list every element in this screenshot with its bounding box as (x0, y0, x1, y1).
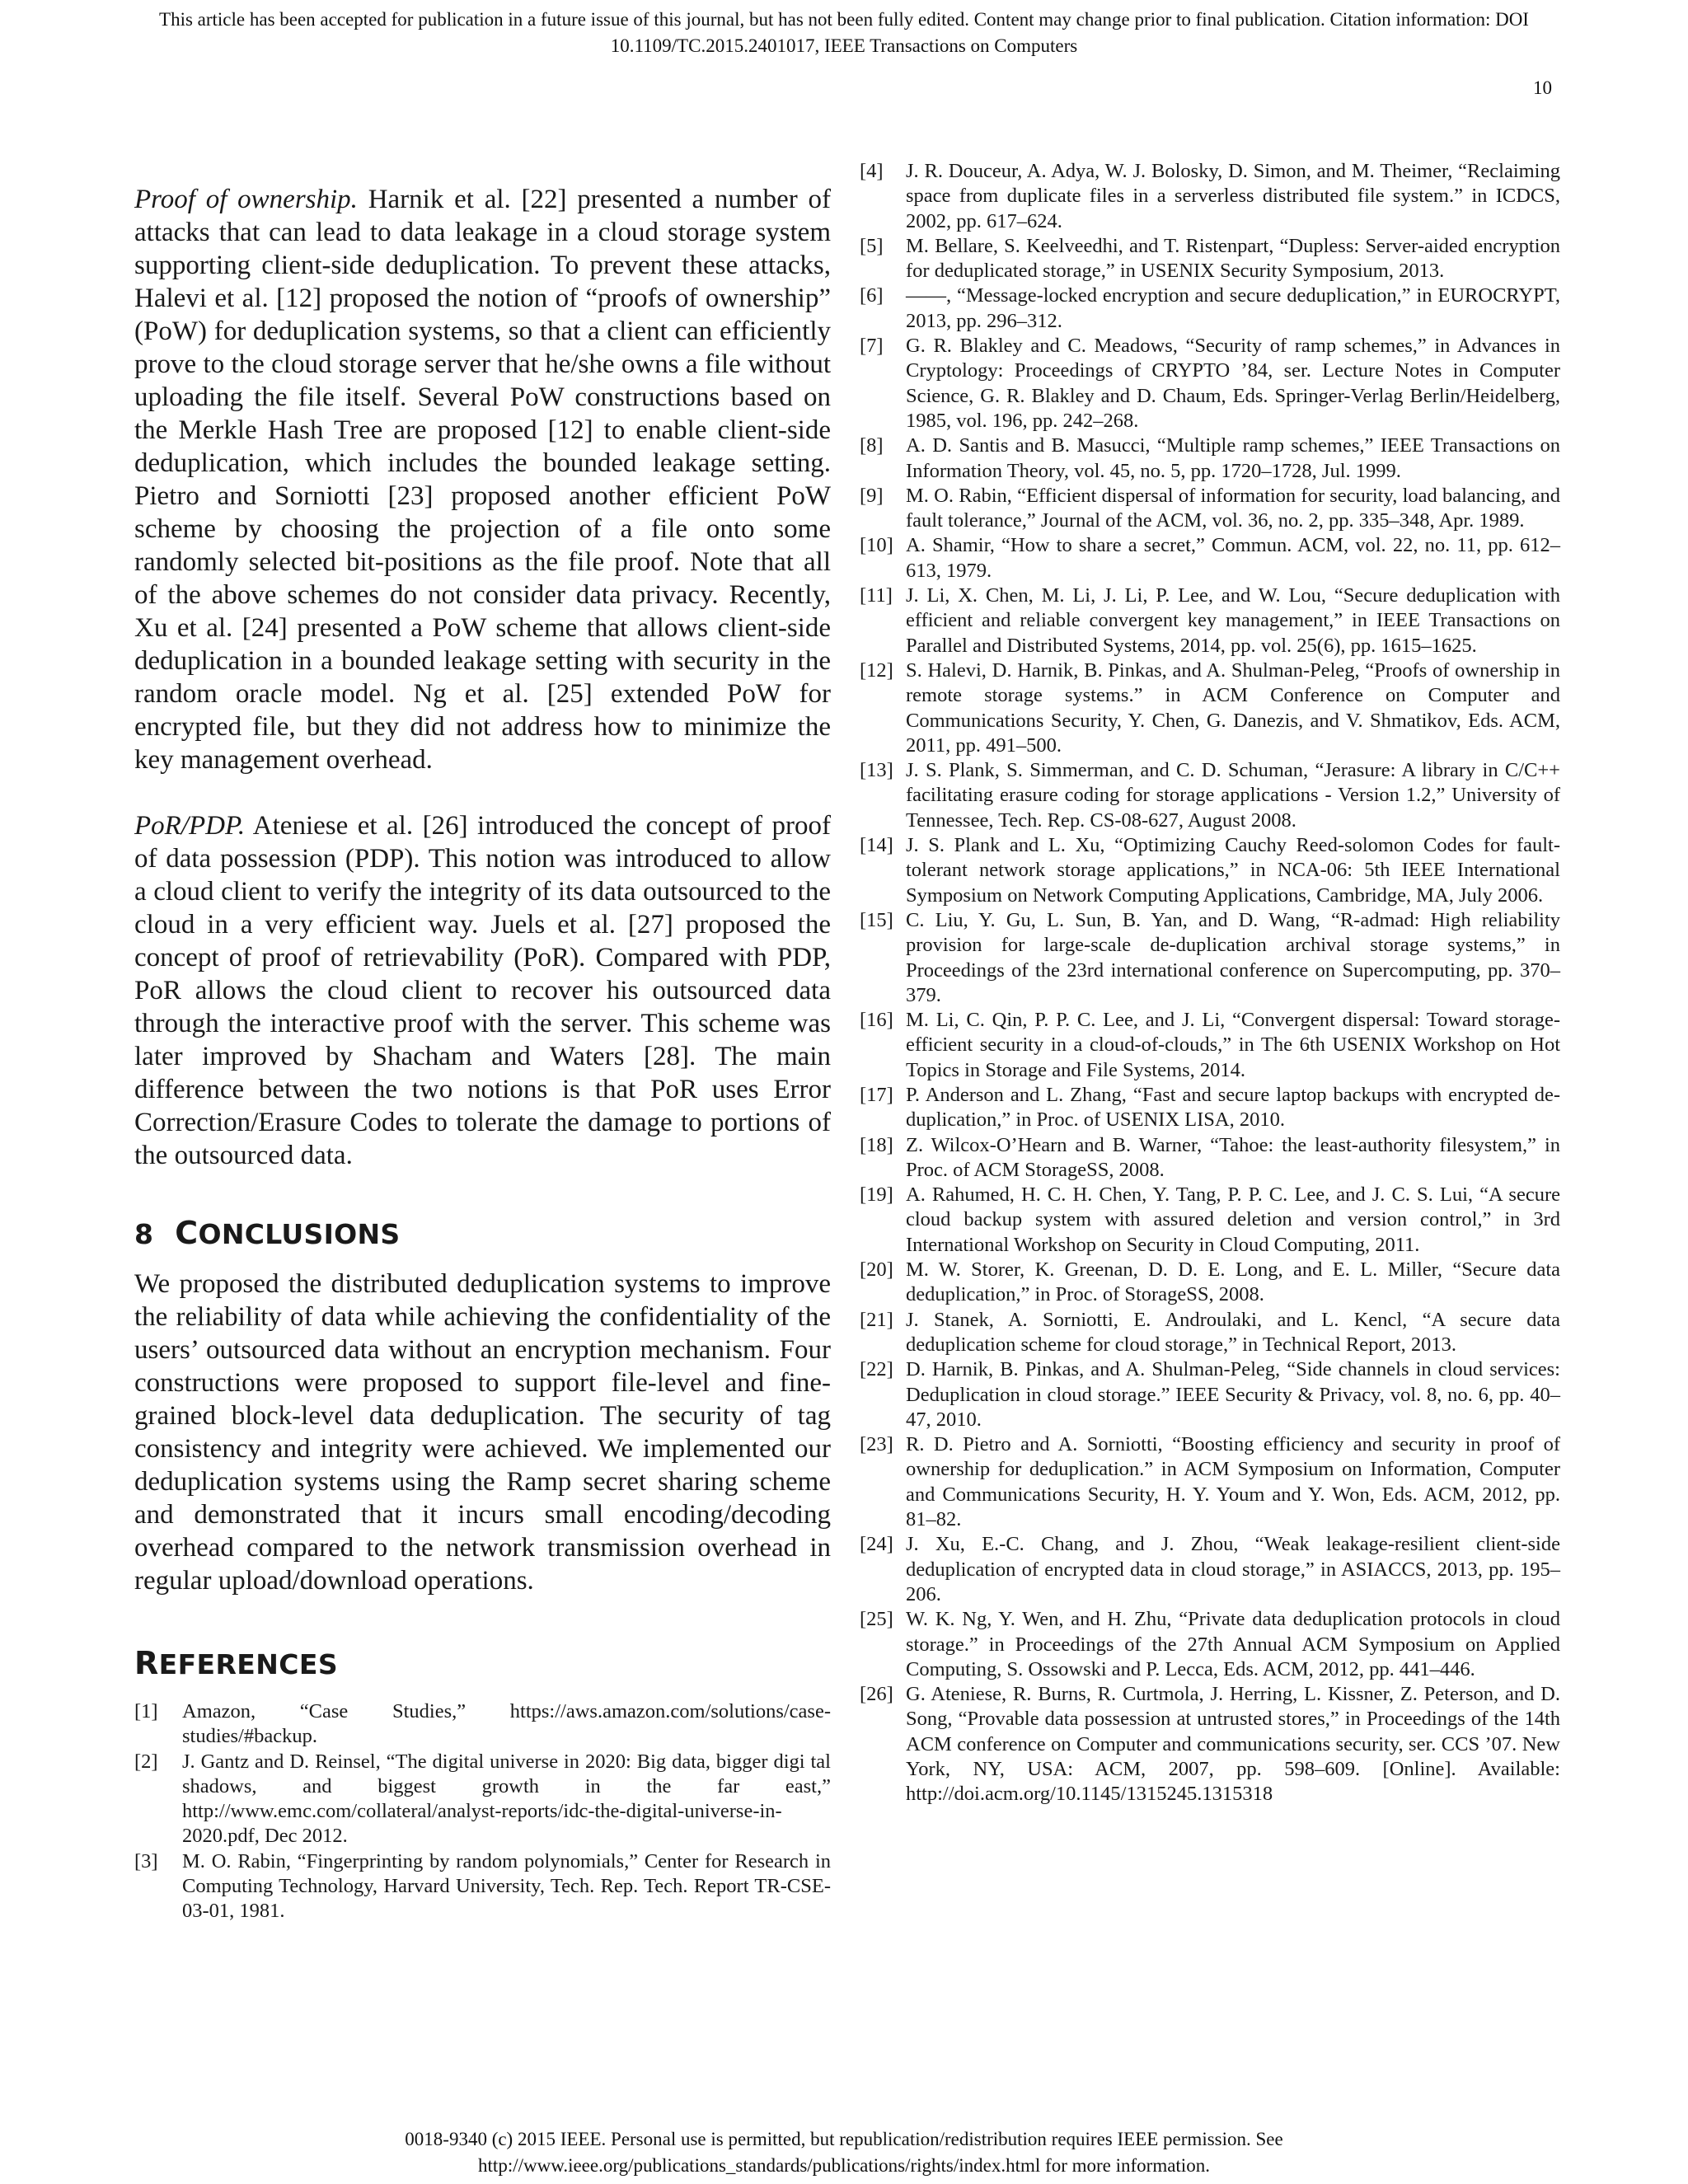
paragraph-text: Ateniese et al. [26] introduced the concept of proof of data possession (PDP). This notion was introduced to allow a cloud client to verify the integrity of its data outsourced to the cloud in a very efficient way. Juels et al. [27] proposed the concept of proof of retrievability (PoR). Compared with PDP, PoR allows the cloud client to recover his outsourced data through the interactive proof with the server. This scheme was later improved by Shacham and Waters [28]. The main difference between the two notions is that PoR uses Error Correction/Erasure Codes to tolerate the damage to portions of the outsourced data. (134, 811, 831, 1170)
conclusions-heading (134, 1215, 831, 1251)
references-heading-rest: EFERENCES (158, 1648, 338, 1680)
paragraph-text: Harnik et al. [22] presented a number of attacks that can lead to data leakage in a cloud storage system supporting client-side deduplication. To prevent these attacks, Halevi et al. [12] proposed the notion of “proofs of ownership” (PoW) for deduplication systems, so that a client can efficiently prove to the cloud storage server that he/she owns a file without uploading the file itself. Several PoW constructions based on the Merkle Hash Tree are proposed [12] to enable client-side deduplication, which includes the bounded leakage setting. Pietro and Sorniotti [23] proposed another efficient PoW scheme by choosing the projection of a file onto some randomly selected bit-positions as the file proof. Note that all of the above schemes do not consider data privacy. Recently, Xu et al. [24] presented a PoW scheme that allows client-side deduplication in a bounded leakage setting with security in the random oracle model. Ng et al. [25] extended PoW for encrypted file, but they did not address how to minimize the key management overhead. (134, 185, 831, 775)
paragraph-lead: Proof of ownership. (134, 185, 358, 214)
conclusions-paragraph: We proposed the distributed deduplication systems to improve the reliability of data while achieving the confidentiality of the users’ outsourced data without an encryption mechanism. Four constructions were proposed to support file-level and fine-grained block-level data deduplication. The security of tag consistency and integrity were achieved. We implemented our deduplication systems using the Ramp secret sharing scheme and demonstrated that it incurs small encoding/decoding overhead compared to the network transmission overhead in regular upload/download operations. (134, 1269, 831, 1596)
references-heading-initial: R (134, 1645, 159, 1681)
copyright-footer-line-1: 0018-9340 (c) 2015 IEEE. Personal use is permitted, but republication/redistribution requires IEEE permission. See (405, 2129, 1283, 2149)
reference-text: M. Bellare, S. Keelveedhi, and T. Ristenpart, “Dupless: Server-aided encryption for deduplicated storage,” in USENIX Security Symposium, 2013. (906, 234, 1560, 283)
reference-text: A. D. Santis and B. Masucci, “Multiple ramp schemes,” IEEE Transactions on Information Theory, vol. 45, no. 5, pp. 1720–1728, Jul. 1999. (906, 434, 1560, 482)
reference-text: J. Stanek, A. Sorniotti, E. Androulaki, and L. Kencl, “A secure data deduplication scheme for cloud storage,” in Technical Report, 2013. (906, 1308, 1560, 1356)
reference-number: [7] (860, 335, 884, 358)
reference-item (860, 334, 1560, 434)
reference-text: M. O. Rabin, “Efficient dispersal of information for security, load balancing, and fault tolerance,” Journal of the ACM, vol. 36, no. 2, pp. 335–348, Apr. 1989. (906, 484, 1560, 532)
reference-text: J. Xu, E.-C. Chang, and J. Zhou, “Weak leakage-resilient client-side deduplication of encrypted data in cloud storage,” in ASIACCS, 2013, pp. 195–206. (906, 1533, 1560, 1605)
reference-item (860, 159, 1560, 234)
publication-notice-line-2: 10.1109/TC.2015.2401017, IEEE Transactions on Computers (610, 35, 1078, 56)
reference-item (134, 1750, 831, 1849)
references-heading (134, 1645, 831, 1681)
section-title-rest: ONCLUSIONS (198, 1218, 401, 1250)
reference-text: D. Harnik, B. Pinkas, and A. Shulman-Peleg, “Side channels in cloud services: Deduplication in cloud storage.” IEEE Security & Privacy, vol. 8, no. 6, pp. 40–47, 2010. (906, 1358, 1560, 1431)
reference-number: [2] (134, 1750, 158, 1773)
reference-text: ——, “Message-locked encryption and secure deduplication,” in EUROCRYPT, 2013, pp. 296–312. (906, 284, 1560, 332)
reference-number: [8] (860, 434, 884, 457)
reference-text: C. Liu, Y. Gu, L. Sun, B. Yan, and D. Wang, “R-admad: High reliability provision for large-scale de-duplication archival storage systems,” in Proceedings of the 23rd international conference on Supercomputing, pp. 370–379. (906, 908, 1560, 1006)
section-title-initial: C (175, 1215, 199, 1251)
reference-text: G. R. Blakley and C. Meadows, “Security of ramp schemes,” in Advances in Cryptology: Proceedings of CRYPTO ’84, ser. Lecture Notes in Computer Science, G. R. Blakley and D. Chaum, Eds. Springer-Verlag Berlin/Heidelberg, 1985, vol. 196, pp. 242–268. (906, 335, 1560, 432)
reference-text: W. K. Ng, Y. Wen, and H. Zhu, “Private data deduplication protocols in cloud storage.” in Proceedings of the 27th Annual ACM Symposium on Applied Computing, S. Ossowski and P. Lecca, Eds. ACM, 2012, pp. 441–446. (906, 1608, 1560, 1680)
reference-item (860, 284, 1560, 334)
reference-number: [14] (860, 834, 893, 857)
reference-number: [21] (860, 1308, 893, 1331)
reference-text: M. O. Rabin, “Fingerprinting by random polynomials,” Center for Research in Computing Technology, Harvard University, Tech. Rep. Tech. Report TR-CSE-03-01, 1981. (182, 1849, 831, 1923)
reference-item (860, 758, 1560, 833)
reference-number: [1] (134, 1700, 158, 1722)
reference-text: J. S. Plank and L. Xu, “Optimizing Cauchy Reed-solomon Codes for fault-tolerant network storage applications,” in NCA-06: 5th IEEE International Symposium on Network Computing Applications, Cambridge, MA, July 2006. (906, 834, 1560, 907)
publication-notice-line-1: This article has been accepted for publication in a future issue of this journal, but has not been fully edited. Content may change prior to final publication. Citation information: DOI (159, 9, 1529, 30)
reference-text: J. Li, X. Chen, M. Li, J. Li, P. Lee, and W. Lou, “Secure deduplication with efficient and reliable convergent key management,” in IEEE Transactions on Parallel and Distributed Systems, 2014, pp. vol. 25(6), pp. 1615–1625. (906, 584, 1560, 657)
reference-text: J. S. Plank, S. Simmerman, and C. D. Schuman, “Jerasure: A library in C/C++ facilitating erasure coding for storage applications - Version 1.2,” University of Tennessee, Tech. Rep. CS-08-627, August 2008. (906, 759, 1560, 832)
copyright-footer-line-2: http://www.ieee.org/publications_standards/publications/rights/index.html for more information. (478, 2155, 1210, 2176)
por-pdp-paragraph (134, 809, 831, 1172)
proof-of-ownership-paragraph (134, 183, 831, 776)
reference-item (860, 1308, 1560, 1358)
reference-item (860, 434, 1560, 484)
reference-number: [17] (860, 1083, 893, 1106)
reference-number: [23] (860, 1433, 893, 1456)
right-column (860, 159, 1560, 1807)
reference-number: [20] (860, 1258, 893, 1282)
reference-text: J. Gantz and D. Reinsel, “The digital universe in 2020: Big data, bigger digi tal shadows, and biggest growth in the far east,” http://www.emc.com/collateral/analyst-reports/idc-the-digital-universe-in-2020.pdf, Dec 2012. (182, 1750, 831, 1848)
reference-item (860, 1682, 1560, 1807)
reference-item (860, 1133, 1560, 1183)
reference-text: S. Halevi, D. Harnik, B. Pinkas, and A. Shulman-Peleg, “Proofs of ownership in remote storage systems.” in ACM Conference on Computer and Communications Security, Y. Chen, G. Danezis, and V. Shmatikov, Eds. ACM, 2011, pp. 491–500. (906, 658, 1560, 757)
left-column (134, 183, 831, 1924)
reference-item (860, 484, 1560, 534)
reference-item (860, 1083, 1560, 1133)
paragraph-lead: PoR/PDP. (134, 811, 246, 841)
reference-number: [5] (860, 234, 884, 257)
reference-number: [15] (860, 908, 893, 931)
reference-item (860, 1607, 1560, 1682)
reference-number: [13] (860, 759, 893, 782)
reference-item (860, 583, 1560, 658)
reference-text: J. R. Douceur, A. Adya, W. J. Bolosky, D. Simon, and M. Theimer, “Reclaiming space from duplicate files in a serverless distributed file system.” in ICDCS, 2002, pp. 617–624. (906, 160, 1560, 232)
reference-item (860, 234, 1560, 284)
reference-item (134, 1699, 831, 1750)
reference-text: Z. Wilcox-O’Hearn and B. Warner, “Tahoe: the least-authority filesystem,” in Proc. of ACM StorageSS, 2008. (906, 1133, 1560, 1181)
reference-number: [9] (860, 484, 884, 507)
section-number: 8 (134, 1218, 154, 1250)
reference-item (860, 908, 1560, 1008)
reference-item (860, 1532, 1560, 1607)
reference-number: [26] (860, 1683, 893, 1706)
reference-item (860, 1357, 1560, 1432)
reference-item (860, 658, 1560, 758)
reference-number: [19] (860, 1183, 893, 1207)
reference-number: [18] (860, 1133, 893, 1156)
publication-notice (0, 7, 1688, 59)
reference-item (860, 533, 1560, 583)
reference-number: [3] (134, 1849, 158, 1872)
reference-text: A. Rahumed, H. C. H. Chen, Y. Tang, P. P. C. Lee, and J. C. S. Lui, “A secure cloud backup system with assured deletion and version control,” in 3rd International Workshop on Security in Cloud Computing, 2011. (906, 1183, 1560, 1256)
reference-number: [11] (860, 584, 893, 607)
page-number: 10 (1533, 77, 1552, 98)
reference-item (860, 833, 1560, 908)
reference-item (134, 1849, 831, 1924)
reference-text: M. Li, C. Qin, P. P. C. Lee, and J. Li, “Convergent dispersal: Toward storage-efficient security in a cloud-of-clouds,” in The 6th USENIX Workshop on Hot Topics in Storage and File Systems, 2014. (906, 1009, 1560, 1081)
reference-text: P. Anderson and L. Zhang, “Fast and secure laptop backups with encrypted de-duplication,” in Proc. of USENIX LISA, 2010. (906, 1083, 1560, 1132)
reference-number: [22] (860, 1358, 893, 1381)
reference-text: G. Ateniese, R. Burns, R. Curtmola, J. Herring, L. Kissner, Z. Peterson, and D. Song, “Provable data possession at untrusted stores,” in Proceedings of the 14th ACM conference on Computer and communications security, ser. CCS ’07. New York, NY, USA: ACM, 2007, pp. 598–609. [Online]. Available: http://doi.acm.org/10.1145/1315245.1315318 (906, 1683, 1560, 1806)
reference-text: R. D. Pietro and A. Sorniotti, “Boosting efficiency and security in proof of ownership for deduplication.” in ACM Symposium on Information, Computer and Communications Security, H. Y. Youm and Y. Won, Eds. ACM, 2012, pp. 81–82. (906, 1433, 1560, 1531)
reference-item (860, 1008, 1560, 1083)
reference-number: [25] (860, 1608, 893, 1631)
reference-number: [4] (860, 160, 884, 182)
reference-text: A. Shamir, “How to share a secret,” Commun. ACM, vol. 22, no. 11, pp. 612–613, 1979. (906, 534, 1560, 582)
reference-item (860, 1183, 1560, 1258)
reference-number: [6] (860, 284, 884, 307)
reference-number: [16] (860, 1009, 893, 1032)
copyright-footer (0, 2126, 1688, 2179)
reference-item (860, 1258, 1560, 1308)
reference-text: Amazon, “Case Studies,” https://aws.amazon.com/solutions/case-studies/#backup. (182, 1700, 831, 1748)
reference-number: [10] (860, 534, 893, 557)
reference-number: [12] (860, 658, 893, 682)
reference-text: M. W. Storer, K. Greenan, D. D. E. Long, and E. L. Miller, “Secure data deduplication,” in Proc. of StorageSS, 2008. (906, 1258, 1560, 1306)
reference-item (860, 1432, 1560, 1532)
reference-number: [24] (860, 1533, 893, 1556)
